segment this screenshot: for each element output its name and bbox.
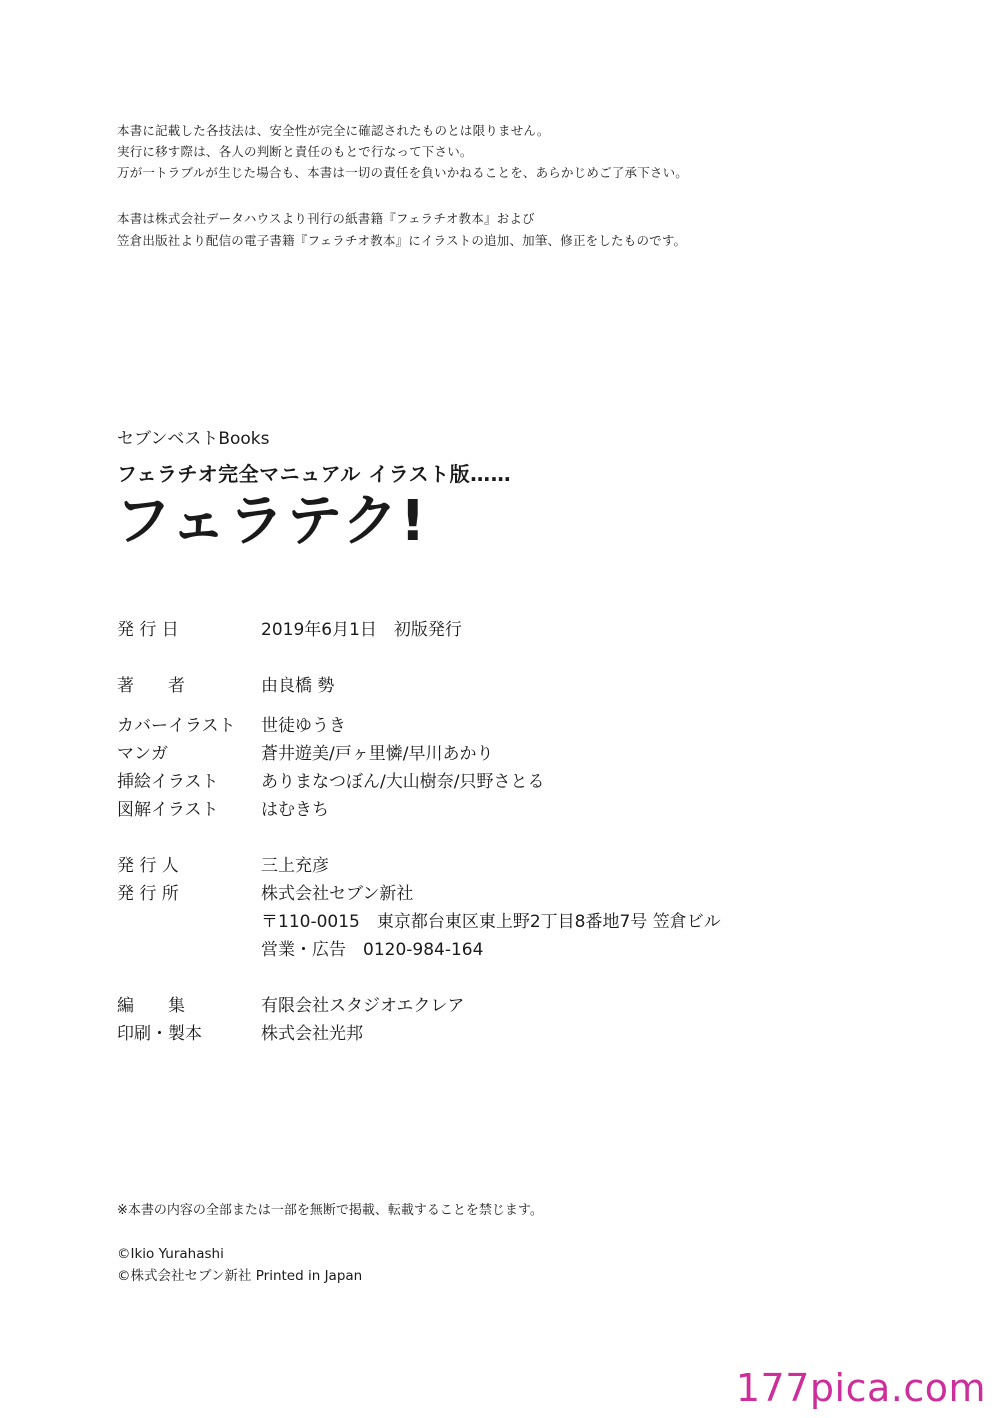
source-note-block: [117, 208, 686, 252]
publisher-value: [261, 880, 877, 964]
colophon-row-editing: [117, 992, 877, 1020]
site-watermark: 177pica.com: [735, 1366, 986, 1410]
reproduction-notice: ※本書の内容の全部または一部を無断で掲載、転載することを禁じます。: [117, 1203, 543, 1218]
manga-value: 蒼井遊美/戸ヶ里憐/早川あかり: [261, 744, 494, 764]
colophon-row-publisher-person: [117, 852, 877, 880]
editing-label: 編 集: [117, 996, 185, 1016]
disclaimer-block: [117, 120, 688, 183]
colophon-row-publisher: [117, 880, 877, 964]
colophon-row-insert-illust: [117, 768, 877, 796]
insert-illust-value: ありまなつぼん/大山樹奈/只野さとる: [261, 772, 545, 792]
printing-value: 株式会社光邦: [261, 1024, 363, 1044]
source-note-line: 本書は株式会社データハウスより刊行の紙書籍『フェラチオ教本』および: [117, 211, 535, 226]
insert-illust-label: 挿絵イラスト: [117, 772, 219, 792]
issue-date-value: 2019年6月1日 初版発行: [261, 620, 462, 640]
copyright-block: [117, 1243, 362, 1287]
colophon-row-issue-date: [117, 616, 877, 644]
colophon-row-cover-illust: [117, 712, 877, 740]
publisher-address: 〒110-0015 東京都台東区東上野2丁目8番地7号 笠倉ビル: [261, 912, 721, 932]
disclaimer-line: 実行に移す際は、各人の判断と責任のもとで行なって下さい。: [117, 144, 473, 159]
copyright-line: ©株式会社セブン新社 Printed in Japan: [117, 1268, 363, 1284]
publisher-person-value: 三上充彦: [261, 856, 329, 876]
cover-illust-label: カバーイラスト: [117, 716, 236, 736]
publisher-name: 株式会社セブン新社: [261, 884, 414, 904]
book-title: フェラテク!: [115, 489, 428, 554]
printing-label: 印刷・製本: [117, 1024, 202, 1044]
publisher-person-label: 発 行 人: [117, 856, 179, 876]
colophon-row-author: [117, 672, 877, 700]
author-label: 著 者: [117, 676, 185, 696]
colophon-row-printing: [117, 1020, 877, 1048]
disclaimer-line: 万が一トラブルが生じた場合も、本書は一切の責任を負いかねることを、あらかじめご了承下さい。: [117, 165, 689, 180]
author-value: 由良橋 勢: [261, 676, 335, 696]
series-name: セブンベストBooks: [117, 429, 270, 449]
source-note-line: 笠倉出版社より配信の電子書籍『フェラチオ教本』にイラストの追加、加筆、修正をしたものです。: [117, 233, 687, 248]
editing-value: 有限会社スタジオエクレア: [261, 996, 465, 1016]
colophon-row-diagram-illust: [117, 796, 877, 824]
publisher-label: 発 行 所: [117, 884, 179, 904]
cover-illust-value: 世徒ゆうき: [261, 716, 346, 736]
book-subtitle: フェラチオ完全マニュアル イラスト版……: [117, 462, 512, 486]
colophon: [117, 616, 877, 1048]
copyright-line: ©Ikio Yurahashi: [117, 1246, 224, 1262]
publisher-phone: 営業・広告 0120-984-164: [261, 940, 484, 960]
issue-date-label: 発 行 日: [117, 620, 179, 640]
diagram-illust-value: はむきち: [261, 800, 329, 820]
disclaimer-line: 本書に記載した各技法は、安全性が完全に確認されたものとは限りません。: [117, 123, 550, 138]
manga-label: マンガ: [117, 744, 168, 764]
colophon-row-manga: [117, 740, 877, 768]
diagram-illust-label: 図解イラスト: [117, 800, 219, 820]
